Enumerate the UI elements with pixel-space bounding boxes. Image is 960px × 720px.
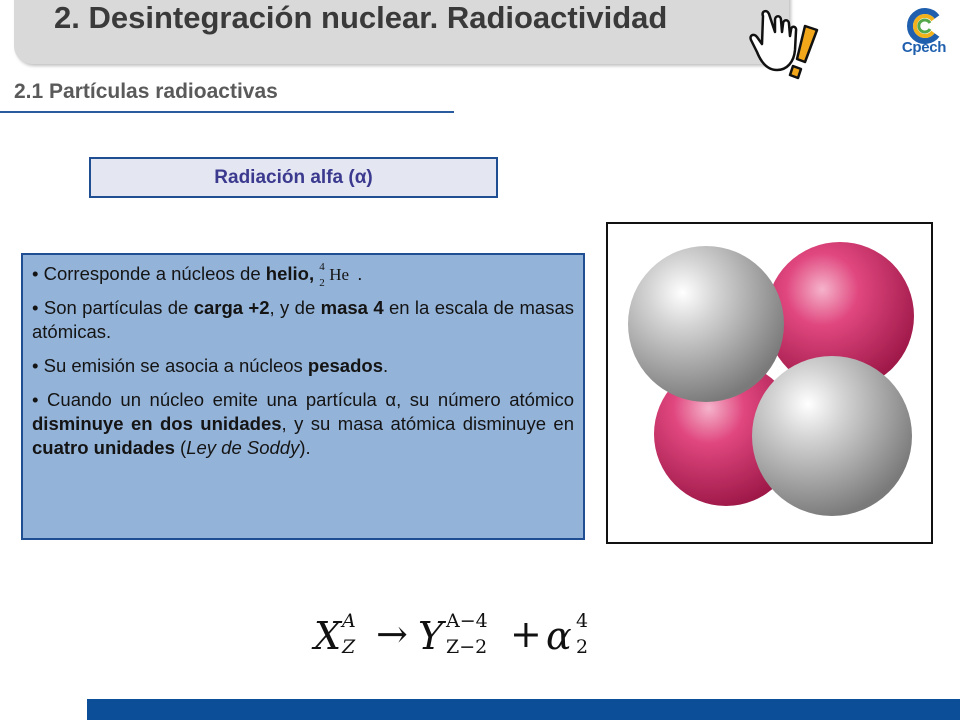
text-run: ). [299,437,311,458]
bold-text: disminuye en dos unidades [32,413,282,434]
eq-emitted: α [546,614,572,658]
bullet-item: • Su emisión se asocia a núcleos pesados. [32,355,389,376]
text-run: Corresponde a núcleos de [43,263,266,284]
text-run: Cuando un núcleo emite una partícula α, su número atómico [47,389,574,410]
text-run: Su emisión se asocia a núcleos [43,355,308,376]
bullet-item: • Corresponde a núcleos de helio, 4 2 He . [32,261,574,286]
eq-product-atomic: Z−2 [446,636,488,658]
italic-text: Ley de Soddy [186,437,300,458]
radiation-type-label: Radiación alfa (α) [89,157,498,198]
text-run: . [357,263,363,284]
bullet-item: • Son partículas de carga +2, y de masa 4 en la escala de masas atómicas. [32,297,574,342]
text-run: , y su masa atómica disminuye en [281,413,575,434]
eq-emitted-mass: 4 [576,610,589,632]
content-box [21,253,585,540]
eq-plus: + [510,612,542,656]
subtitle-divider [0,111,454,113]
bullet-item: • Cuando un núcleo emite una partícula α, su número atómico disminuye en dos unidades, y su masa atómica disminuye en cuatro unidades (Ley de Soddy). [32,389,575,458]
helium-nuclide-symbol [319,261,357,289]
neutron-sphere [752,356,912,516]
slide-title: 2. Desintegración nuclear. Radioactividad [54,0,668,35]
bold-text: pesados [307,355,383,376]
brand-logo [893,5,955,63]
alpha-decay-equation [314,608,604,668]
eq-arrow: → [376,612,408,656]
alpha-particle-image [606,222,933,544]
bold-text: carga +2 [193,297,270,318]
text-run: en la escala de masas atómicas. [32,297,574,342]
bullet-list [32,261,574,460]
title-bar [14,0,789,64]
text-run: . [382,355,389,376]
footer-bar [87,699,960,720]
text-run: , y de [269,297,321,318]
brand-name: Cpech [901,39,947,56]
text-run: Son partículas de [43,297,194,318]
eq-reactant-mass: A [342,610,356,632]
eq-product-mass: A−4 [446,610,488,632]
nuclide-element-symbol: He [329,265,350,284]
nuclide-atomic-number: 2 [319,277,325,289]
text-run: ( [174,437,187,458]
neutron-sphere [628,246,784,402]
hand-pointer-exclamation-icon [745,6,825,84]
eq-emitted-atomic: 2 [576,636,589,658]
section-subtitle: 2.1 Partículas radioactivas [14,80,278,103]
bold-text: masa 4 [320,297,384,318]
bold-text: cuatro unidades [32,437,175,458]
eq-reactant: X [314,614,342,658]
eq-reactant-atomic: Z [342,636,356,658]
eq-product: Y [418,614,444,658]
bold-text: helio, [265,263,315,284]
nuclide-mass-number: 4 [319,261,325,273]
